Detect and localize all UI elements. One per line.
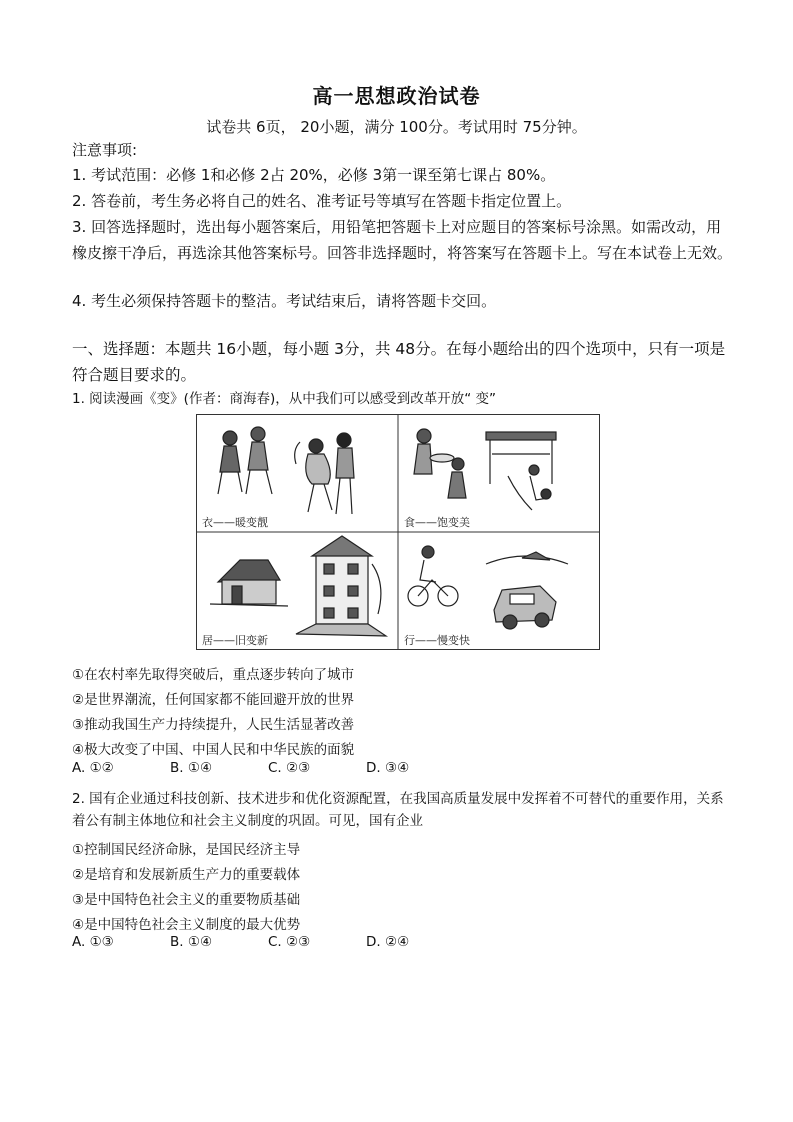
notice-item: 1. 考试范围：必修 1和必修 2占 20%，必修 3第一课至第七课占 80%。 — [72, 166, 556, 184]
choice-a[interactable]: A. ①② — [72, 760, 114, 776]
caption-housing: 居——旧变新 — [202, 634, 268, 647]
cartoon-figure — [196, 414, 600, 650]
caption-clothing: 衣——暖变靓 — [202, 516, 268, 529]
question-1-option: ①在农村率先取得突破后，重点逐步转向了城市 — [72, 667, 355, 683]
question-1-stem: 1. 阅读漫画《变》(作者：商海春)，从中我们可以感受到改革开放“ 变” — [72, 391, 496, 407]
choice-b[interactable]: B. ①④ — [170, 760, 213, 776]
choice-c[interactable]: C. ②③ — [268, 760, 311, 776]
question-2-option: ④是中国特色社会主义制度的最大优势 — [72, 917, 301, 933]
notice-item: 2. 答卷前，考生务必将自己的姓名、准考证号等填写在答题卡指定位置上。 — [72, 192, 572, 210]
choice-b[interactable]: B. ①④ — [170, 934, 213, 950]
question-2-choices — [72, 934, 464, 950]
question-1-option: ③推动我国生产力持续提升，人民生活显著改善 — [72, 717, 355, 733]
notice-item: 4. 考生必须保持答题卡的整洁。考试结束后，请将答题卡交回。 — [72, 292, 497, 310]
exam-subtitle: 试卷共 6页， 20小题，满分 100分。考试用时 75分钟。 — [206, 118, 587, 136]
choice-d[interactable]: D. ③④ — [366, 760, 410, 776]
question-1-option: ④极大改变了中国、中国人民和中华民族的面貌 — [72, 742, 355, 758]
cartoon-svg — [196, 414, 600, 650]
question-1-choices — [72, 760, 464, 776]
exam-title: 高一思想政治试卷 — [312, 84, 481, 108]
caption-food: 食——饱变美 — [404, 516, 470, 529]
choice-d[interactable]: D. ②④ — [366, 934, 410, 950]
choice-c[interactable]: C. ②③ — [268, 934, 311, 950]
caption-transport: 行——慢变快 — [404, 634, 470, 647]
notice-item: 3. 回答选择题时，选出每小题答案后，用铅笔把答题卡上对应题目的答案标号涂黑。如需改动，用橡皮擦干净后，再选涂其他答案标号。回答非选择题时，将答案写在答题卡上。写在本试卷上无效。 — [72, 218, 733, 262]
choice-a[interactable]: A. ①③ — [72, 934, 114, 950]
question-2-stem: 2. 国有企业通过科技创新、技术进步和优化资源配置，在我国高质量发展中发挥着不可替代的重要作用，关系着公有制主体地位和社会主义制度的巩固。可见，国有企业 — [72, 791, 724, 829]
question-2-option: ②是培育和发展新质生产力的重要载体 — [72, 867, 301, 883]
section-heading: 一、选择题：本题共 16小题，每小题 3分，共 48分。在每小题给出的四个选项中，只有一项是符合题目要求的。 — [72, 340, 726, 384]
question-1-option: ②是世界潮流，任何国家都不能回避开放的世界 — [72, 692, 355, 708]
question-2-option: ③是中国特色社会主义的重要物质基础 — [72, 892, 301, 908]
notice-heading: 注意事项: — [72, 141, 138, 159]
question-2-option: ①控制国民经济命脉，是国民经济主导 — [72, 842, 301, 858]
